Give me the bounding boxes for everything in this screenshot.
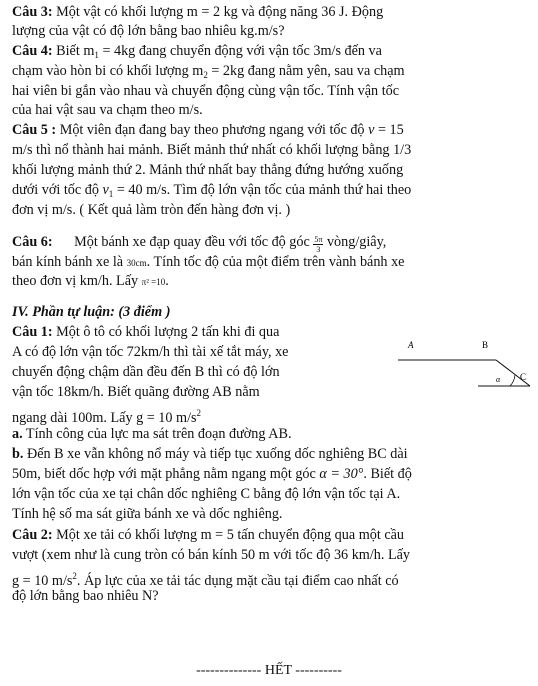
q1-text-7a: 50m, biết dốc hợp với mặt phẳng nằm ngang một góc: [12, 466, 320, 482]
c6-text-2b: . Tính tốc độ của một điểm trên vành bánh xe: [146, 254, 405, 270]
q1-part-b-text: Đến B xe vẫn không nổ máy và tiếp tục xuống dốc nghiêng BC dài: [23, 446, 408, 462]
c5-line-1: [12, 121, 404, 139]
c3-line-1: [12, 3, 383, 21]
c5-text-4a: dưới với tốc độ: [12, 182, 103, 198]
c6-radius: 30cm: [126, 258, 147, 268]
q1-line-9: [12, 505, 282, 523]
c4-text-4: của hai vật sau va chạm theo m/s.: [12, 102, 203, 118]
c6-text-1b: vòng/giây,: [326, 234, 387, 250]
q1-line-a: [12, 425, 292, 443]
q2-text-3a: g = 10 m/s: [12, 573, 73, 589]
c5-label: Câu 5 :: [12, 122, 57, 138]
q2-text-1: Một xe tải có khối lượng m = 5 tấn chuyển động qua một cầu: [52, 527, 405, 543]
c3-text-2: lượng của vật có độ lớn bằng bao nhiêu kg.m/s?: [12, 23, 285, 39]
q1-part-a-label: a.: [12, 426, 23, 442]
q1-line-b: [12, 445, 408, 463]
q1-line-7: [12, 465, 412, 483]
c3-line-2: [12, 22, 285, 40]
c5-var-v: v: [368, 122, 375, 138]
c3-label: Câu 3:: [12, 4, 53, 20]
end-marker: -------------- HẾT ----------: [196, 663, 342, 678]
part4-title: IV. Phần tự luận: (3 điểm ): [12, 304, 171, 320]
q1-label: Câu 1:: [12, 324, 53, 340]
q1-text-2: A có độ lớn vận tốc 72km/h thì tài xế tắt máy, xe: [12, 344, 289, 360]
c4-sub-1: 1: [94, 50, 99, 60]
q2-label: Câu 2:: [12, 527, 53, 543]
c5-text-3: khối lượng mảnh thứ 2. Mảnh thứ nhất bay thẳng đứng hướng xuống: [12, 162, 404, 178]
c4-text-3: hai viên bi gắn vào nhau và chuyển động cùng vận tốc. Tính vận tốc: [12, 83, 400, 99]
q2-line-1: [12, 526, 404, 544]
c5-line-2: [12, 141, 411, 159]
c4-sub-2: 2: [203, 70, 208, 80]
c6-text-3b: .: [165, 273, 169, 289]
slope-diagram: [392, 338, 532, 418]
q2-sup-2: 2: [72, 571, 77, 581]
c6-frac-den: 3: [316, 245, 321, 254]
q2-line-4: [12, 587, 159, 605]
c3-text-1: Một vật có khối lượng m = 2 kg và động năng 36 J. Động: [56, 4, 384, 20]
q1-part-b-label: b.: [12, 446, 24, 462]
diagram-label-b: B: [482, 340, 489, 350]
c5-sub-1: 1: [108, 189, 114, 199]
c5-text-5: đơn vị m/s. ( Kết quả làm tròn đến hàng đơn vị. ): [12, 202, 291, 218]
c4-line-1: [12, 42, 382, 64]
diagram-label-c: C: [520, 372, 527, 382]
c5-line-3: [12, 161, 403, 179]
c6-fraction: [313, 235, 323, 254]
c6-label: Câu 6:: [12, 234, 53, 250]
c5-line-4: [12, 181, 411, 203]
c6-pi-value: π² =10: [141, 277, 166, 287]
c4-text-2b: = 2kg đang nằm yên, sau va chạm: [207, 63, 405, 79]
c5-text-2: m/s thì nổ thành hai mảnh. Biết mảnh thứ nhất có khối lượng bằng 1/3: [12, 142, 412, 158]
q1-text-7b: . Biết độ: [363, 466, 412, 482]
q1-sup-2: 2: [196, 408, 202, 418]
c4-text-2a: chạm vào hòn bi có khối lượng m: [12, 63, 204, 79]
c5-text-1a: Một viên đạn đang bay theo phương ngang với tốc độ: [56, 122, 369, 138]
c6-text-1a: Một bánh xe đạp quay đều với tốc độ góc: [74, 234, 310, 250]
c6-line-1: [12, 233, 386, 254]
q1-angle: α = 30°: [319, 466, 364, 482]
diagram-alpha: α: [496, 375, 501, 384]
c6-line-2: [12, 253, 404, 272]
c5-line-5: [12, 201, 290, 219]
q1-line-8: [12, 485, 400, 503]
q1-line-2: [12, 343, 288, 361]
c4-line-2: [12, 62, 405, 84]
c6-line-3: [12, 272, 169, 291]
q1-line-1: [12, 323, 279, 341]
c4-label: Câu 4:: [12, 43, 53, 59]
angle-arc: [510, 375, 515, 386]
q1-line-5: [12, 404, 201, 427]
c4-line-4: [12, 101, 203, 119]
diagram-label-a: A: [408, 340, 414, 350]
c4-text-1b: = 4kg đang chuyển động với vận tốc 3m/s đến va: [98, 43, 382, 59]
c4-line-3: [12, 82, 399, 100]
q1-text-8: lớn vận tốc của xe tại chân dốc nghiêng C bằng độ lớn vận tốc tại A.: [12, 486, 401, 502]
q2-text-4: độ lớn bằng bao nhiêu N?: [12, 588, 159, 604]
c6-text-2a: bán kính bánh xe là: [12, 254, 127, 270]
q2-line-2: [12, 546, 410, 564]
c5-text-4b: = 40 m/s. Tìm độ lớn vận tốc của mảnh thứ hai theo: [113, 182, 412, 198]
c4-text-1a: Biết m: [56, 43, 95, 59]
q1-line-4: [12, 383, 260, 401]
q2-text-2: vượt (xem như là cung tròn có bán kính 50 m với tốc độ 36 km/h. Lấy: [12, 547, 411, 563]
c6-text-3a: theo đơn vị km/h. Lấy: [12, 273, 142, 289]
q1-part-a-text: Tính công của lực ma sát trên đoạn đường AB.: [22, 426, 292, 442]
q1-text-3: chuyển động chậm dần đều đến B thì có độ lớn: [12, 364, 280, 380]
q1-text-4: vận tốc 18km/h. Biết quãng đường AB nằm: [12, 384, 260, 400]
c5-var-v1: v: [102, 182, 109, 198]
q1-text-5a: ngang dài 100m. Lấy g = 10 m/s: [12, 410, 197, 426]
q1-text-9: Tính hệ số ma sát giữa bánh xe và dốc nghiêng.: [12, 506, 283, 522]
q1-line-3: [12, 363, 280, 381]
q1-text-1: Một ô tô có khối lượng 2 tấn khi đi qua: [52, 324, 280, 340]
c5-text-1b: = 15: [374, 122, 404, 138]
c6-frac-num: 5π: [314, 235, 323, 244]
q2-text-3b: . Áp lực của xe tải tác dụng mặt cầu tại điểm cao nhất có: [76, 573, 399, 589]
